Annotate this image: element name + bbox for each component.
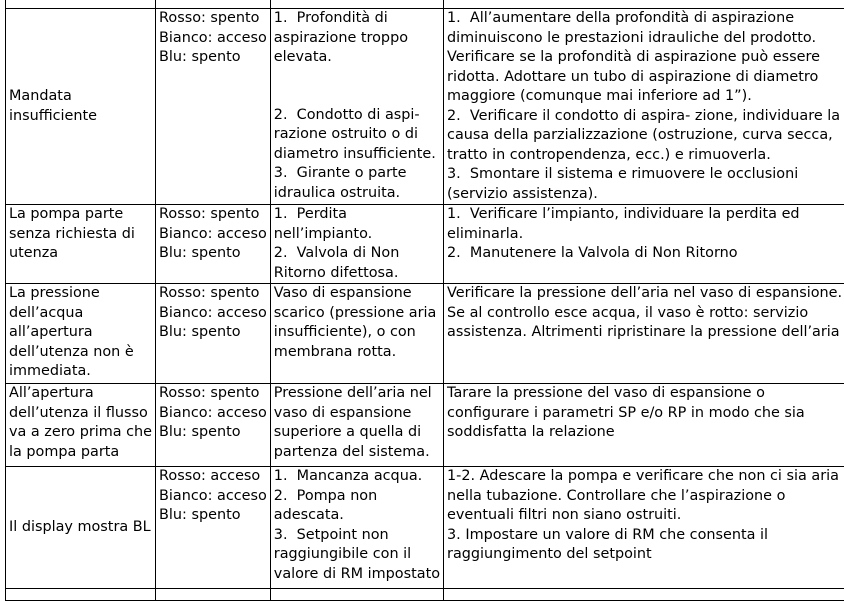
remedy-line: Tarare la pressione del vaso di espansione o <box>447 384 842 404</box>
remedy-cell <box>444 467 844 589</box>
cause-cell <box>270 9 443 205</box>
remedy-line: diminuiscono le prestazioni idrauliche del prodotto. <box>447 29 842 49</box>
remedy-line: soddisfatta la relazione <box>447 423 842 443</box>
led-status-line: Blu: spento <box>159 506 267 526</box>
symptom-line: va a zero prima che <box>9 423 152 443</box>
remedy-line: Se al controllo esce acqua, il vaso è rotto: servizio <box>447 304 842 324</box>
remedy-line: 3. Smontare il sistema e rimuovere le occlusioni <box>447 165 842 185</box>
cause-line: Pressione dell’aria nel <box>274 384 440 404</box>
troubleshooting-table <box>5 0 844 601</box>
remedy-cell <box>444 205 844 284</box>
remedy-line: eliminarla. <box>447 225 842 245</box>
led-status-line: Blu: spento <box>159 244 267 264</box>
symptom-line: dell’utenza non è <box>9 343 152 363</box>
led-status-cell <box>156 384 271 467</box>
cause-line: 1. Perdita <box>274 205 440 225</box>
symptom-line: La pressione <box>9 284 152 304</box>
cause-line: idraulica ostruita. <box>274 184 440 204</box>
table-row <box>6 284 844 384</box>
cause-line: vaso di espansione <box>274 404 440 424</box>
led-status-line: Bianco: acceso <box>159 225 267 245</box>
cause-line: 1. Profondità di <box>274 9 440 29</box>
symptom-line: immediata. <box>9 362 152 382</box>
cause-line: adescata. <box>274 506 440 526</box>
cause-line: partenza del sistema. <box>274 443 440 463</box>
remedy-line: tratto in contropendenza, ecc.) e rimuoverla. <box>447 146 842 166</box>
led-status-cell <box>156 284 271 384</box>
remedy-line: 3. Impostare un valore di RM che consenta il <box>447 526 842 546</box>
led-status-line: Bianco: acceso <box>159 304 267 324</box>
led-status-line: Bianco: acceso <box>159 404 267 424</box>
led-status-cell <box>156 9 271 205</box>
remedy-cell <box>444 284 844 384</box>
cause-cell <box>270 205 443 284</box>
symptom-line: Il display mostra BL <box>9 518 152 538</box>
cause-line: valore di RM impostato <box>274 565 440 585</box>
cause-cell <box>270 284 443 384</box>
cause-line: elevata. <box>274 48 440 68</box>
symptom-line: la pompa parta <box>9 443 152 463</box>
cause-line: insufficiente), o con <box>274 323 440 343</box>
led-status-line: Blu: spento <box>159 423 267 443</box>
cause-line: raggiungibile con il <box>274 545 440 565</box>
remedy-line: assistenza. Altrimenti ripristinare la pressione dell’aria <box>447 323 842 343</box>
symptom-line: insufficiente <box>9 107 152 127</box>
led-status-line: Rosso: spento <box>159 284 267 304</box>
symptom-cell <box>6 384 156 467</box>
table-row <box>6 9 844 205</box>
remedy-line: 1. All’aumentare della profondità di aspirazione <box>447 9 842 29</box>
table-row <box>6 205 844 284</box>
cause-spacer <box>274 68 440 87</box>
symptom-line: utenza <box>9 244 152 264</box>
symptom-line: dell’acqua <box>9 304 152 324</box>
remedy-line: configurare i parametri SP e/o RP in modo che sia <box>447 404 842 424</box>
led-status-line: Rosso: spento <box>159 205 267 225</box>
led-status-line: Rosso: spento <box>159 384 267 404</box>
symptom-line: Mandata <box>9 87 152 107</box>
cause-line: superiore a quella di <box>274 423 440 443</box>
cause-line: 3. Girante o parte <box>274 164 440 184</box>
led-status-line: Rosso: spento <box>159 9 267 29</box>
symptom-cell <box>6 205 156 284</box>
symptom-line: La pompa parte <box>9 205 152 225</box>
cause-cell <box>270 467 443 589</box>
cause-line: 2. Pompa non <box>274 487 440 507</box>
remedy-line: Verificare la pressione dell’aria nel vaso di espansione. <box>447 284 842 304</box>
remedy-line: Verificare se la profondità di aspirazione può essere <box>447 48 842 68</box>
symptom-cell <box>6 9 156 205</box>
remedy-line: 2. Manutenere la Valvola di Non Ritorno <box>447 244 842 264</box>
symptom-cell <box>6 284 156 384</box>
symptom-cell <box>6 467 156 589</box>
cause-cell <box>270 384 443 467</box>
remedy-line: ridotta. Adottare un tubo di aspirazione di diametro <box>447 68 842 88</box>
led-status-line: Bianco: acceso <box>159 487 267 507</box>
led-status-cell <box>156 205 271 284</box>
cause-line: scarico (pressione aria <box>274 304 440 324</box>
led-status-line: Blu: spento <box>159 323 267 343</box>
led-status-line: Bianco: acceso <box>159 29 267 49</box>
table-row <box>6 467 844 589</box>
symptom-line: all’apertura <box>9 323 152 343</box>
symptom-line: senza richiesta di <box>9 225 152 245</box>
led-status-cell <box>156 467 271 589</box>
remedy-line: eventuali filtri non siano ostruiti. <box>447 506 842 526</box>
cause-line: 2. Condotto di aspi- <box>274 106 440 126</box>
cause-line: Ritorno difettosa. <box>274 264 440 284</box>
cause-line: 2. Valvola di Non <box>274 244 440 264</box>
cause-line: diametro insufficiente. <box>274 145 440 165</box>
symptom-line: All’apertura <box>9 384 152 404</box>
remedy-cell <box>444 9 844 205</box>
table-row <box>6 384 844 467</box>
cause-line: 1. Mancanza acqua. <box>274 467 440 487</box>
remedy-line: maggiore (comunque mai inferiore ad 1”). <box>447 87 842 107</box>
cause-line: razione ostruito o di <box>274 125 440 145</box>
table-row-bottom-cut <box>6 589 844 601</box>
remedy-cell <box>444 384 844 467</box>
cause-line: nell’impianto. <box>274 225 440 245</box>
led-status-line: Blu: spento <box>159 48 267 68</box>
cause-line: Vaso di espansione <box>274 284 440 304</box>
remedy-line: 1. Verificare l’impianto, individuare la perdita ed <box>447 205 842 225</box>
remedy-line: causa della parzializzazione (ostruzione, curva secca, <box>447 126 842 146</box>
remedy-line: nella tubazione. Controllare che l’aspirazione o <box>447 487 842 507</box>
cause-line: aspirazione troppo <box>274 29 440 49</box>
remedy-line: 2. Verificare il condotto di aspira- zione, individuare la <box>447 107 842 127</box>
table-row-top-cut <box>6 0 844 9</box>
remedy-line: 1-2. Adescare la pompa e verificare che non ci sia aria <box>447 467 842 487</box>
led-status-line: Rosso: acceso <box>159 467 267 487</box>
remedy-line: raggiungimento del setpoint <box>447 545 842 565</box>
remedy-line: (servizio assistenza). <box>447 185 842 205</box>
cause-line: 3. Setpoint non <box>274 526 440 546</box>
cause-spacer <box>274 87 440 106</box>
symptom-line: dell’utenza il flusso <box>9 404 152 424</box>
cause-line: membrana rotta. <box>274 343 440 363</box>
